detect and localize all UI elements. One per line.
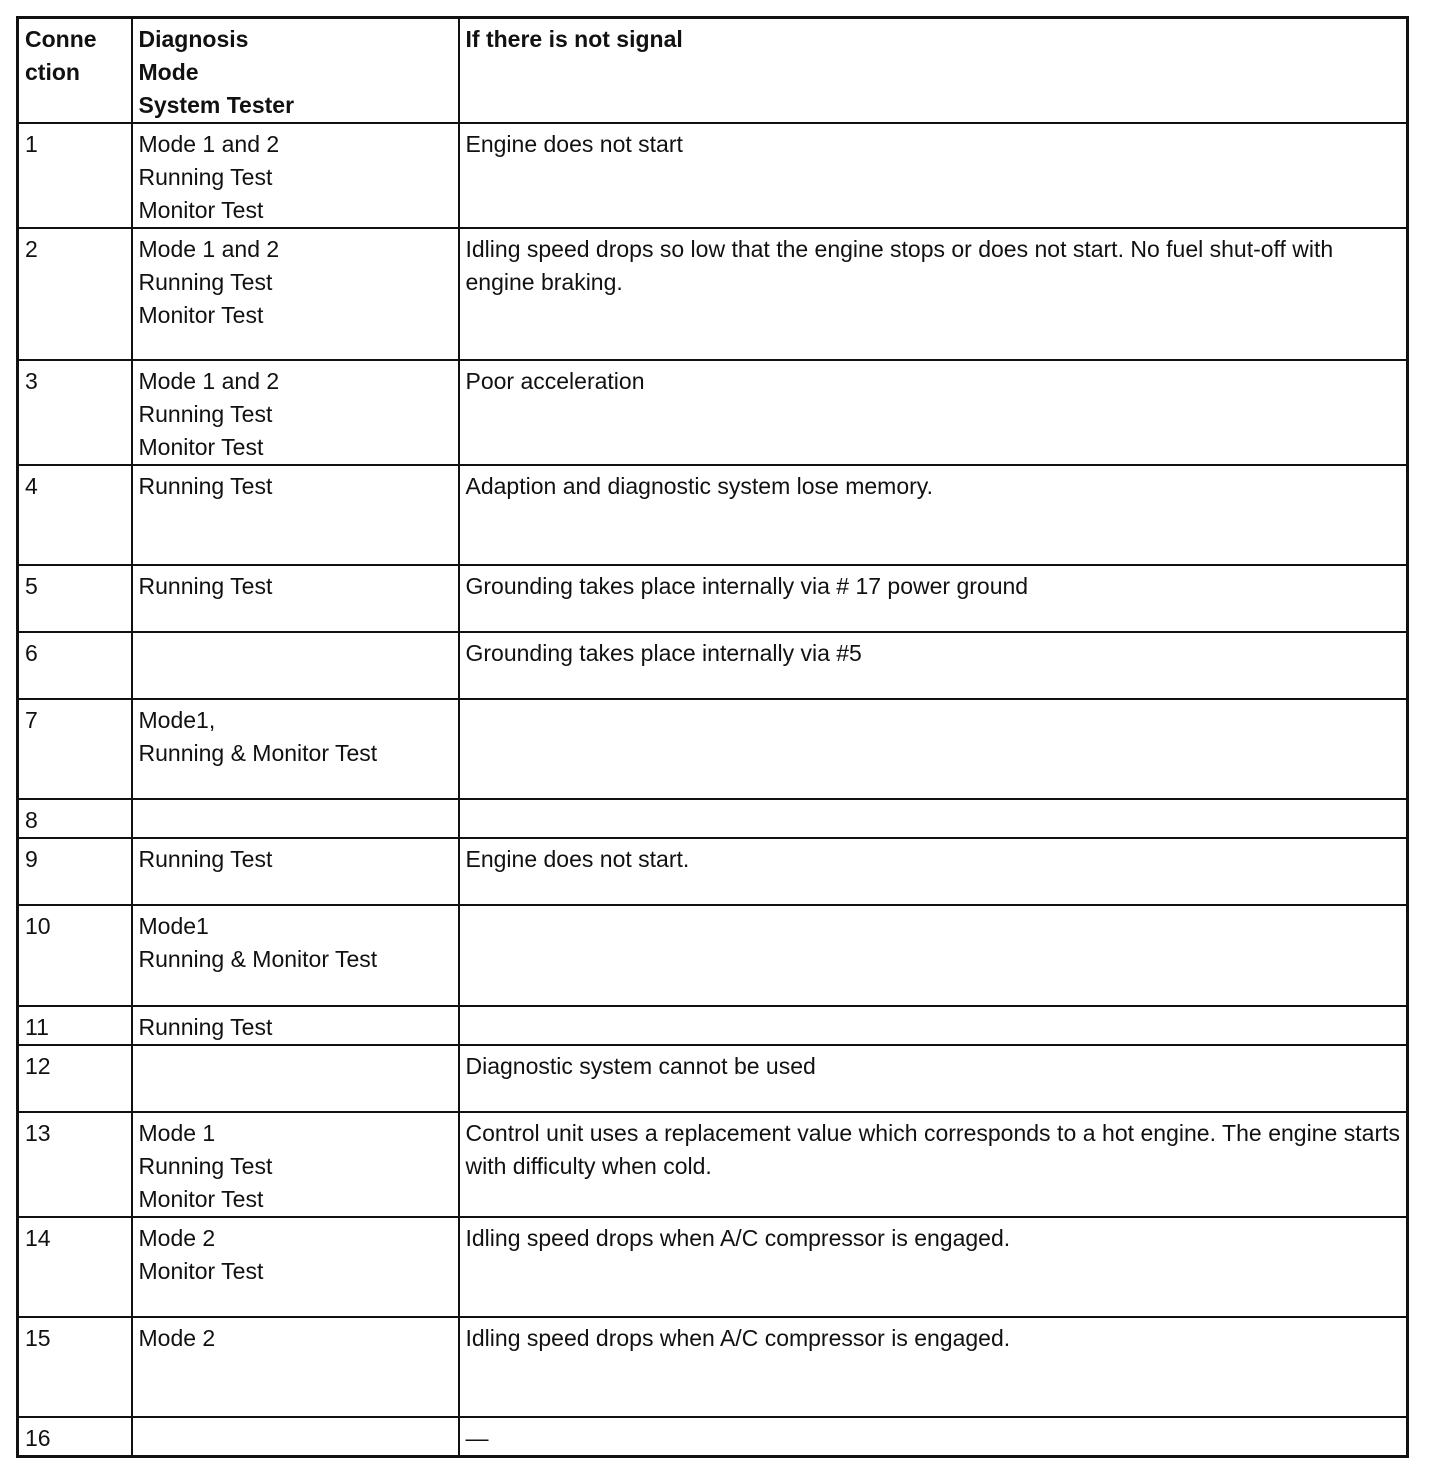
connection-cell: 13 [18, 1112, 132, 1217]
table-row [18, 1006, 1408, 1045]
effect-cell [459, 905, 1408, 1006]
diagnosis-cell: Mode 1 and 2 Running Test Monitor Test [132, 228, 459, 360]
connection-diagnosis-table [16, 16, 1409, 1458]
diagnosis-cell: Running Test [132, 1006, 459, 1045]
effect-cell: Adaption and diagnostic system lose memory. [459, 465, 1408, 565]
diagnosis-cell [132, 1417, 459, 1457]
table-row [18, 1112, 1408, 1217]
connection-cell: 14 [18, 1217, 132, 1317]
effect-cell: Poor acceleration [459, 360, 1408, 465]
connection-cell: 5 [18, 565, 132, 632]
diagnosis-cell: Running Test [132, 465, 459, 565]
effect-cell: Control unit uses a replacement value which corresponds to a hot engine. The engine starts with difficulty when cold. [459, 1112, 1408, 1217]
diagnosis-cell: Mode 1 Running Test Monitor Test [132, 1112, 459, 1217]
table-row [18, 799, 1408, 838]
table-row [18, 228, 1408, 360]
header-no-signal: If there is not signal [459, 18, 1408, 124]
effect-cell: Engine does not start. [459, 838, 1408, 905]
effect-cell: Idling speed drops when A/C compressor is engaged. [459, 1217, 1408, 1317]
diagnosis-cell: Mode 2 [132, 1317, 459, 1417]
diagnosis-cell: Running Test [132, 565, 459, 632]
effect-cell: Grounding takes place internally via # 17 power ground [459, 565, 1408, 632]
connection-cell: 1 [18, 123, 132, 228]
effect-cell: Engine does not start [459, 123, 1408, 228]
diagnosis-cell: Mode 1 and 2 Running Test Monitor Test [132, 123, 459, 228]
connection-cell: 3 [18, 360, 132, 465]
table-row [18, 465, 1408, 565]
table-row [18, 123, 1408, 228]
table-row [18, 360, 1408, 465]
diagnosis-cell: Mode1, Running & Monitor Test [132, 699, 459, 799]
effect-cell [459, 1006, 1408, 1045]
connection-cell: 16 [18, 1417, 132, 1457]
connection-cell: 9 [18, 838, 132, 905]
connection-cell: 11 [18, 1006, 132, 1045]
header-diagnosis-mode: Diagnosis Mode System Tester [132, 18, 459, 124]
header-row [18, 18, 1408, 124]
connection-cell: 6 [18, 632, 132, 699]
diagnosis-cell [132, 799, 459, 838]
table-row [18, 1217, 1408, 1317]
diagnosis-cell [132, 1045, 459, 1112]
diagnosis-cell: Mode1 Running & Monitor Test [132, 905, 459, 1006]
table-row [18, 905, 1408, 1006]
connection-cell: 8 [18, 799, 132, 838]
diagnosis-cell: Running Test [132, 838, 459, 905]
table-row [18, 1417, 1408, 1457]
diagnosis-cell [132, 632, 459, 699]
effect-cell: Idling speed drops so low that the engine stops or does not start. No fuel shut-off with engine braking. [459, 228, 1408, 360]
table-row [18, 565, 1408, 632]
table-row [18, 1045, 1408, 1112]
diagnosis-cell: Mode 1 and 2 Running Test Monitor Test [132, 360, 459, 465]
connection-cell: 15 [18, 1317, 132, 1417]
diagnosis-cell: Mode 2 Monitor Test [132, 1217, 459, 1317]
connection-cell: 12 [18, 1045, 132, 1112]
table-row [18, 699, 1408, 799]
connection-cell: 2 [18, 228, 132, 360]
header-connection: Conne ction [18, 18, 132, 124]
table-row [18, 1317, 1408, 1417]
effect-cell [459, 799, 1408, 838]
table-row [18, 632, 1408, 699]
table-row [18, 838, 1408, 905]
effect-cell: — [459, 1417, 1408, 1457]
connection-cell: 7 [18, 699, 132, 799]
effect-cell [459, 699, 1408, 799]
effect-cell: Grounding takes place internally via #5 [459, 632, 1408, 699]
effect-cell: Idling speed drops when A/C compressor is engaged. [459, 1317, 1408, 1417]
connection-cell: 10 [18, 905, 132, 1006]
effect-cell: Diagnostic system cannot be used [459, 1045, 1408, 1112]
connection-cell: 4 [18, 465, 132, 565]
